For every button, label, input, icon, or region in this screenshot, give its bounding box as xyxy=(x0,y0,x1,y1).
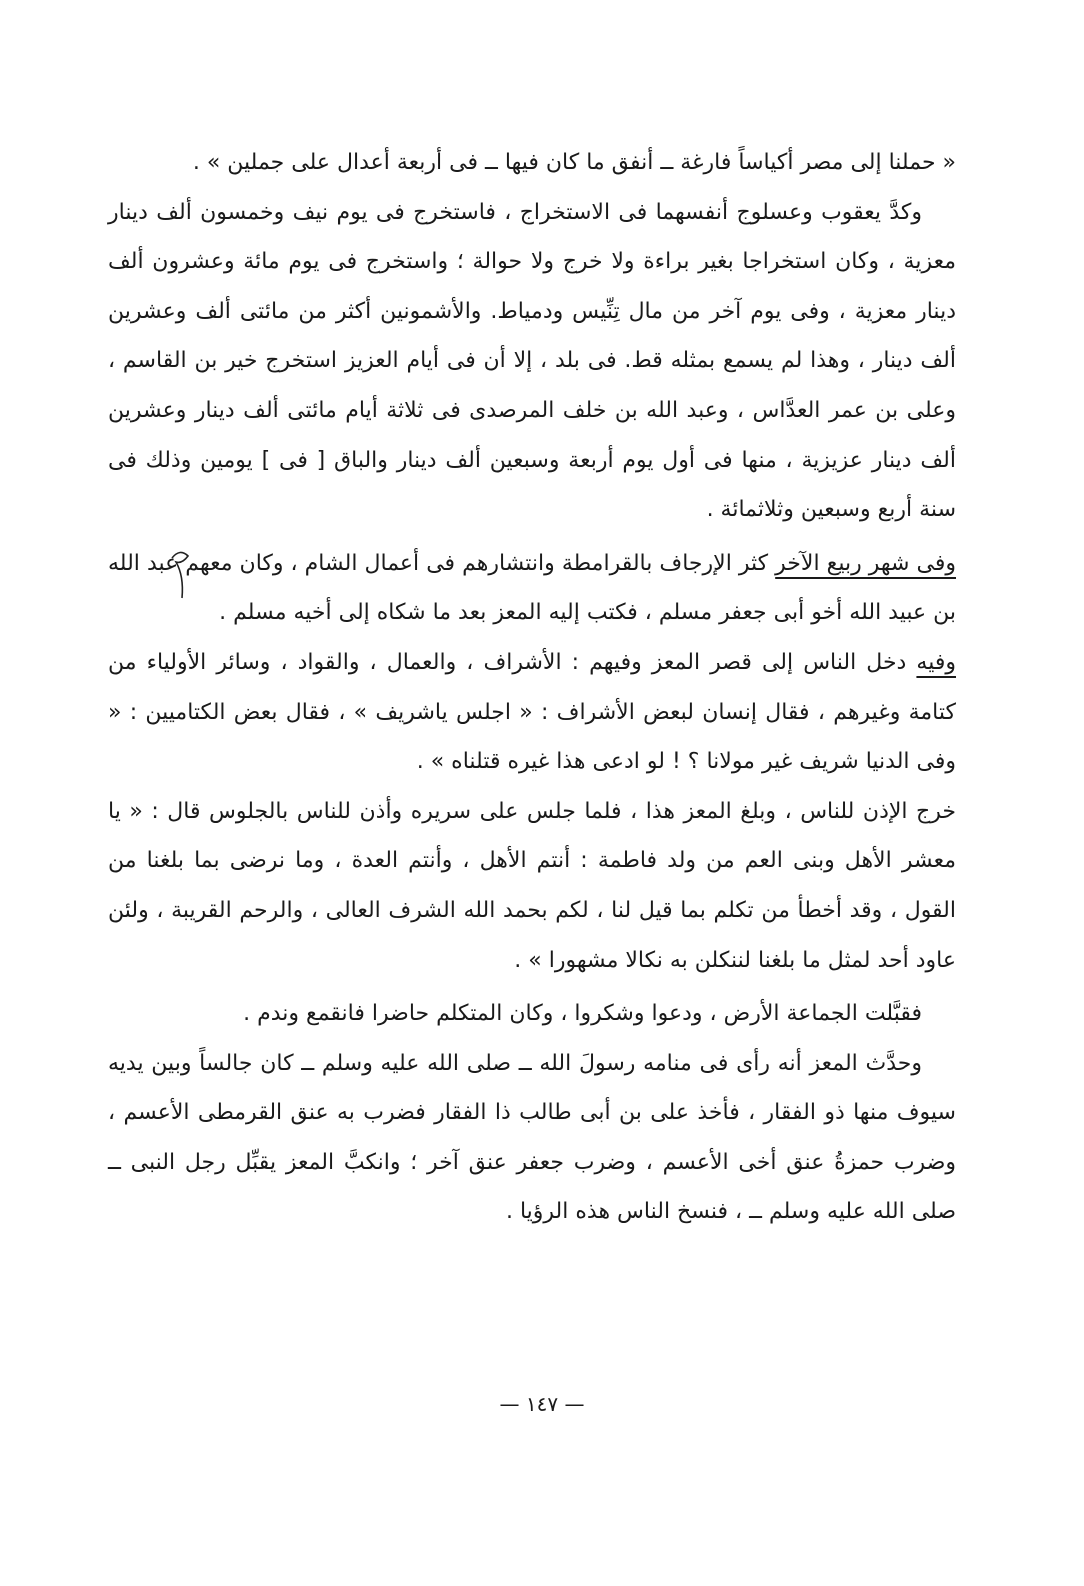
paragraph-5-text: خرج الإذن للناس ، وبلغ المعز هذا ، فلما جلس على سريره وأذن للناس بالجلوس قال : « يا معشر الأهل وبنى العم من ولد فاطمة : أنتم الأهل ، وأنتم العدة ، وما نرضى بما بلغنا من القول ، وقد أخطأ من تكلم بما قيل لنا ، لكم بحمد الله الشرف العالى ، والرحم القريبة ، ولئن عاود أحد لمثل ما بلغنا لننكلن به نكالا مشهورا » . xyxy=(108,798,956,973)
paragraph-4-lead: وفيه xyxy=(916,649,956,675)
page-number: — ١٤٧ — xyxy=(499,1392,585,1416)
body-text xyxy=(108,138,956,1237)
paragraph-6 xyxy=(108,989,956,1039)
handwritten-margin-mark xyxy=(168,546,194,606)
paragraph-3-text: كثر الإرجاف بالقرامطة وانتشارهم فى أعمال الشام ، وكان معهم عبد الله بن عبيد الله أخو أبى جعفر مسلم ، فكتب إليه المعز بعد ما شكاه إلى أخيه مسلم . xyxy=(108,550,956,626)
paragraph-4 xyxy=(108,638,956,787)
paragraph-3 xyxy=(108,539,956,638)
paragraph-1 xyxy=(108,138,956,188)
paragraph-3-lead: وفى شهر ربيع الآخر xyxy=(775,550,956,576)
paragraph-7 xyxy=(108,1039,956,1237)
paragraph-6-text: فقبَّلت الجماعة الأرض ، ودعوا وشكروا ، وكان المتكلم حاضرا فانقمع وندم . xyxy=(243,1001,922,1027)
paragraph-2 xyxy=(108,188,956,535)
paragraph-1-text: « حملنا إلى مصر أكياساً فارغة ــ أنفق ما كان فيها ــ فى أربعة أعدال على جملين » . xyxy=(192,150,956,175)
paragraph-2-text: وكدَّ يعقوب وعسلوج أنفسهما فى الاستخراج ، فاستخرج فى يوم نيف وخمسون ألف دينار معزية ، وكان استخراجا بغير براءة ولا خرج ولا حوالة ؛ واستخرج فى يوم مائة وعشرون ألف دينار معزية ، وفى يوم آخر من مال تِنِّيس ودمياط. والأشمونين أكثر من مائتى ألف وعشرين ألف دينار ، وهذا لم يسمع بمثله قط. فى بلد ، إلا أن فى أيام العزيز استخرج خير بن القاسم ، وعلى بن عمر العدَّاس ، وعبد الله بن خلف المرصدى فى ثلاثة أيام مائتى ألف دينار وعشرين ألف دينار عزيزية ، منها فى أول يوم أربعة وسبعين ألف دينار والباق [ فى ] يومين وذلك فى سنة أربع وسبعين وثلاثمائة . xyxy=(108,199,956,523)
paragraph-7-text: وحدَّث المعز أنه رأى فى منامه رسولَ الله ــ صلى الله عليه وسلم ــ كان جالساً وبين يديه سيوف منها ذو الفقار ، فأخذ على بن أبى طالب ذا الفقار فضرب به عنق القرمطى الأعسم ، وضرب حمزةُ عنق أخى الأعسم ، وضرب جعفر عنق آخر ؛ وانكبَّ المعز يقبِّل رجل النبى ــ صلى الله عليه وسلم ــ ، فنسخ الناس هذه الرؤيا . xyxy=(108,1050,956,1225)
paragraph-5 xyxy=(108,787,956,985)
paragraph-4-text: دخل الناس إلى قصر المعز وفيهم : الأشراف ، والعمال ، والقواد ، وسائر الأولياء من كتامة وغيرهم ، فقال إنسان لبعض الأشراف : « اجلس ياشريف » ، فقال بعض الكتاميين : « وفى الدنيا شريف غير مولانا ؟ ! لو ادعى هذا غيره قتلناه » . xyxy=(108,649,956,775)
